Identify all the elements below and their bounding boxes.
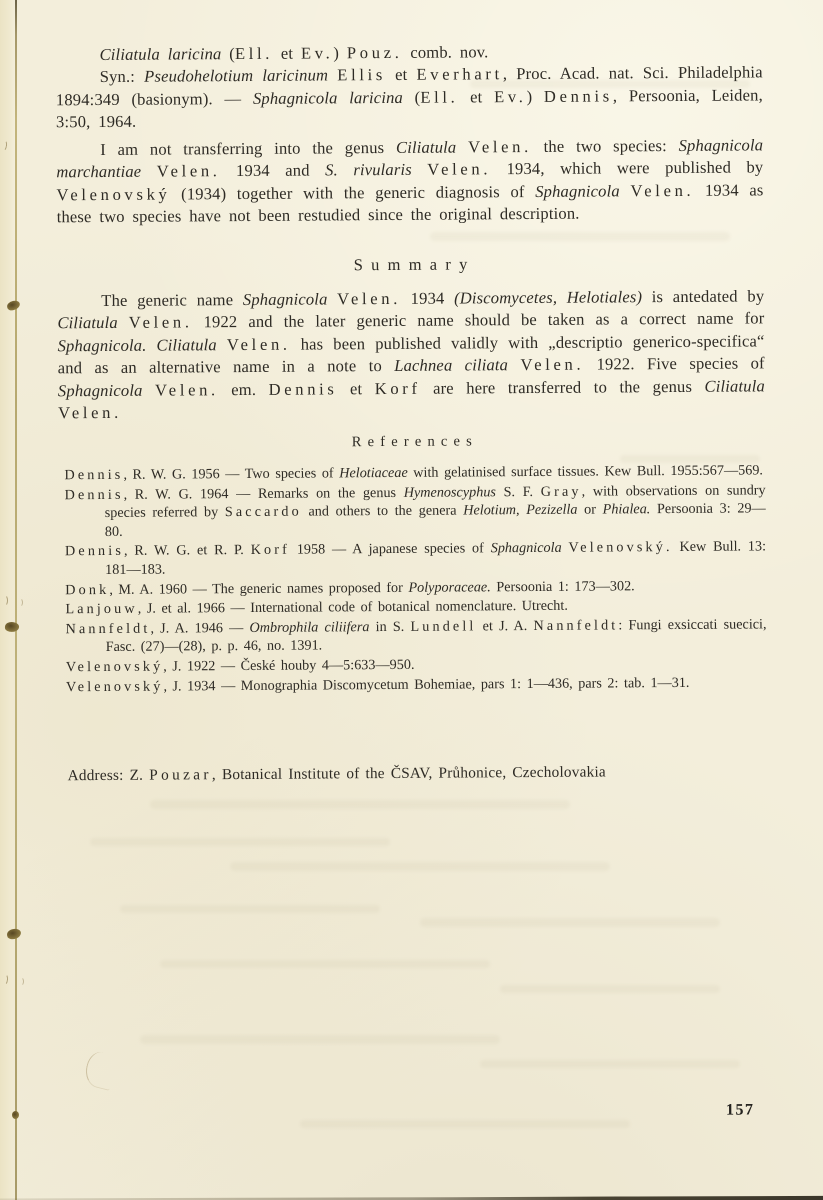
text-segment: Ombrophila ciliifera	[249, 618, 370, 636]
text-segment: The generic name	[101, 290, 243, 310]
text-segment: or	[577, 501, 603, 518]
text-segment: Velen.	[154, 379, 219, 400]
text-segment: Velen.	[226, 334, 291, 354]
text-segment: : Fungi exsiccati suecici, Fasc. (27)—(28), p. p. 46, no. 1391.	[105, 616, 767, 656]
text-segment: Persoonia 3: 29—80.	[104, 500, 766, 540]
text-segment: Pouz.	[346, 42, 403, 63]
text-segment: , Persoonia, Leiden, 3:50, 1964.	[55, 85, 763, 132]
text-segment: Sphagnicola	[242, 289, 328, 310]
text-segment: Pseudohelotium laricinum	[144, 65, 329, 87]
text-segment	[328, 66, 337, 85]
text-segment: Dennis	[64, 466, 124, 484]
text-segment: I am not transferring into the genus	[100, 137, 397, 159]
text-segment: et J. A.	[476, 617, 534, 635]
text-segment: Velen.	[467, 136, 532, 157]
text-segment: et	[272, 43, 301, 63]
discussion-section	[56, 134, 764, 229]
text-segment: Lundell	[410, 618, 477, 635]
text-segment: Ciliatula	[704, 375, 765, 396]
text-segment: , R. W. G. 1964 — Remarks on the genus	[123, 484, 404, 503]
text-segment: Dennis	[64, 543, 125, 560]
text-segment: Helotiaceae	[339, 464, 408, 482]
text-segment: Everhart	[416, 64, 503, 85]
text-segment: Ciliatula laricina	[99, 44, 222, 65]
text-segment: , J. A. 1946 —	[150, 619, 250, 637]
text-segment	[412, 160, 428, 179]
text-segment	[217, 335, 227, 354]
page-number: 157	[725, 1101, 755, 1119]
text-segment: Kew Bull. 13: 181—183.	[105, 538, 767, 578]
reference-entry	[66, 673, 767, 696]
text-segment: 1922 and the later generic name should be taken as a correct name for	[192, 308, 765, 332]
text-segment: , R. W. G. et R. P.	[123, 542, 251, 560]
summary-heading: Summary	[353, 254, 476, 275]
text-segment	[118, 313, 129, 332]
text-segment: is antedated by	[642, 286, 765, 307]
text-segment: 1958 — A japanese species of	[289, 540, 491, 559]
text-segment: Velen.	[156, 161, 221, 182]
text-segment: the two species:	[531, 135, 679, 156]
text-segment: Hymenoscyphus	[403, 483, 496, 501]
text-segment: Polyporaceae.	[408, 578, 491, 596]
text-segment: Ell.	[420, 87, 459, 107]
text-segment: 1934 and	[220, 160, 326, 181]
text-segment	[620, 181, 631, 200]
reference-entry	[65, 615, 766, 657]
text-segment: Syn.:	[99, 67, 145, 87]
text-segment: Velen.	[57, 402, 122, 423]
text-segment: Nannfeldt	[65, 620, 151, 638]
text-segment: Ciliatula	[395, 137, 457, 157]
text-segment: Velenovský	[65, 658, 164, 676]
text-segment: (	[221, 44, 235, 64]
references-list	[64, 461, 767, 697]
text-segment: Dennis	[268, 378, 338, 399]
text-segment: S. rivularis	[325, 160, 412, 180]
text-segment: , Botanical Institute of the ČSAV, Průhonice, Czecholovakia	[211, 763, 606, 784]
text-segment: Donk	[65, 581, 110, 598]
text-segment: (1934) together with the generic diagnosis of	[170, 181, 536, 204]
references-heading: References	[351, 433, 478, 451]
text-segment: , R. W. G. 1956 — Two species of	[123, 465, 340, 483]
text-segment: et	[337, 378, 375, 398]
text-segment: et	[385, 65, 417, 85]
text-segment: Velen.	[427, 159, 492, 180]
text-segment	[327, 289, 337, 308]
text-segment: Sphagnicola	[57, 380, 143, 400]
text-segment: , J. et al. 1966 — International code of botanical nomenclature. Utrecht.	[137, 597, 568, 617]
text-segment: , J. 1922 — České houby 4—5:633—950.	[163, 656, 415, 675]
text-segment: Velenovský	[56, 184, 171, 205]
text-segment: em.	[218, 379, 269, 399]
text-segment: and others to the genera	[301, 502, 464, 520]
paragraph-discussion	[56, 134, 764, 229]
text-segment: Lachnea ciliata	[394, 355, 509, 376]
text-segment: Korf	[374, 378, 421, 398]
text-segment: Velen.	[128, 312, 193, 333]
address-line	[68, 762, 823, 785]
text-segment: Pouzar	[149, 766, 212, 784]
text-segment: Phialea.	[602, 501, 651, 518]
text-segment	[508, 355, 520, 374]
text-segment: has been published validly with „descriptio generico-specifica“ and as an alternative name in a note to	[57, 331, 765, 378]
text-segment: , J. 1934 — Monographia Discomycetum Bohemiae, pars 1: 1—436, pars 2: tab. 1—31.	[163, 674, 690, 695]
text-segment	[141, 162, 157, 181]
nomenclature-section	[55, 39, 763, 134]
text-segment: Nannfeldt	[533, 617, 619, 634]
text-segment: )	[526, 86, 544, 106]
text-segment: Sphagnicola	[490, 540, 562, 557]
text-segment: 1934, which were published by	[491, 157, 764, 179]
text-segment: 1934 as these two species have not been restudied since the original description.	[56, 180, 764, 227]
text-segment: Velen.	[520, 354, 585, 375]
text-segment: Velenovský	[65, 678, 164, 695]
text-segment: Ciliatula	[57, 313, 118, 333]
text-segment	[142, 380, 155, 399]
text-segment: Velenovský.	[568, 539, 673, 557]
text-segment: Sphagnicola. Ciliatula	[57, 335, 217, 356]
text-segment: (	[402, 87, 421, 107]
text-segment: Dennis	[543, 86, 613, 106]
text-segment: comb. nov.	[402, 42, 489, 62]
text-segment: , with observations on sundry species referred by	[104, 481, 766, 522]
text-segment: (Discomycetes, Helotiales)	[454, 287, 643, 308]
text-segment: Sphagnicola marchantiae	[56, 135, 764, 182]
text-segment: are here transferred to the genus	[420, 376, 705, 398]
text-segment: Velen.	[337, 288, 402, 309]
text-segment: 1934	[400, 288, 455, 308]
text-segment: Helotium, Pezizella	[463, 501, 578, 519]
text-segment: Ell.	[234, 43, 274, 64]
text-segment: Persoonia 1: 173—302.	[490, 577, 635, 595]
text-segment: et	[458, 87, 495, 107]
reference-entry	[65, 538, 766, 580]
text-segment: Ellis	[337, 65, 387, 85]
text-segment: in S.	[369, 618, 411, 635]
text-segment: S. F.	[495, 483, 541, 500]
text-segment: )	[333, 43, 347, 63]
text-segment: Ev.	[493, 86, 527, 107]
text-segment: Saccardo	[224, 503, 302, 521]
text-segment: Sphagnicola	[535, 181, 620, 201]
reference-entry	[65, 481, 766, 542]
text-segment: Velen.	[630, 180, 695, 201]
text-segment: Ev.	[300, 43, 334, 63]
text-segment: Lanjouw	[65, 600, 138, 618]
text-segment: Korf	[250, 542, 291, 559]
text-segment: Address: Z.	[67, 766, 150, 785]
text-segment: Gray	[540, 483, 582, 500]
text-segment	[456, 137, 468, 156]
text-segment: with gelatinised surface tissues. Kew Bull. 1955:567—569.	[407, 462, 764, 481]
summary-paragraph	[57, 285, 765, 424]
text-segment: , Proc. Acad. nat. Sci. Philadelphia 1894:349 (basionym). —	[55, 62, 763, 110]
text-segment: Dennis	[64, 486, 124, 503]
summary-section	[57, 285, 765, 424]
text-segment: , M. A. 1960 — The generic names proposed for	[109, 579, 409, 598]
text-segment: 1922. Five species of	[584, 353, 765, 374]
text-segment: Sphagnicola laricina	[252, 87, 404, 108]
paragraph-synonymy	[56, 62, 763, 134]
